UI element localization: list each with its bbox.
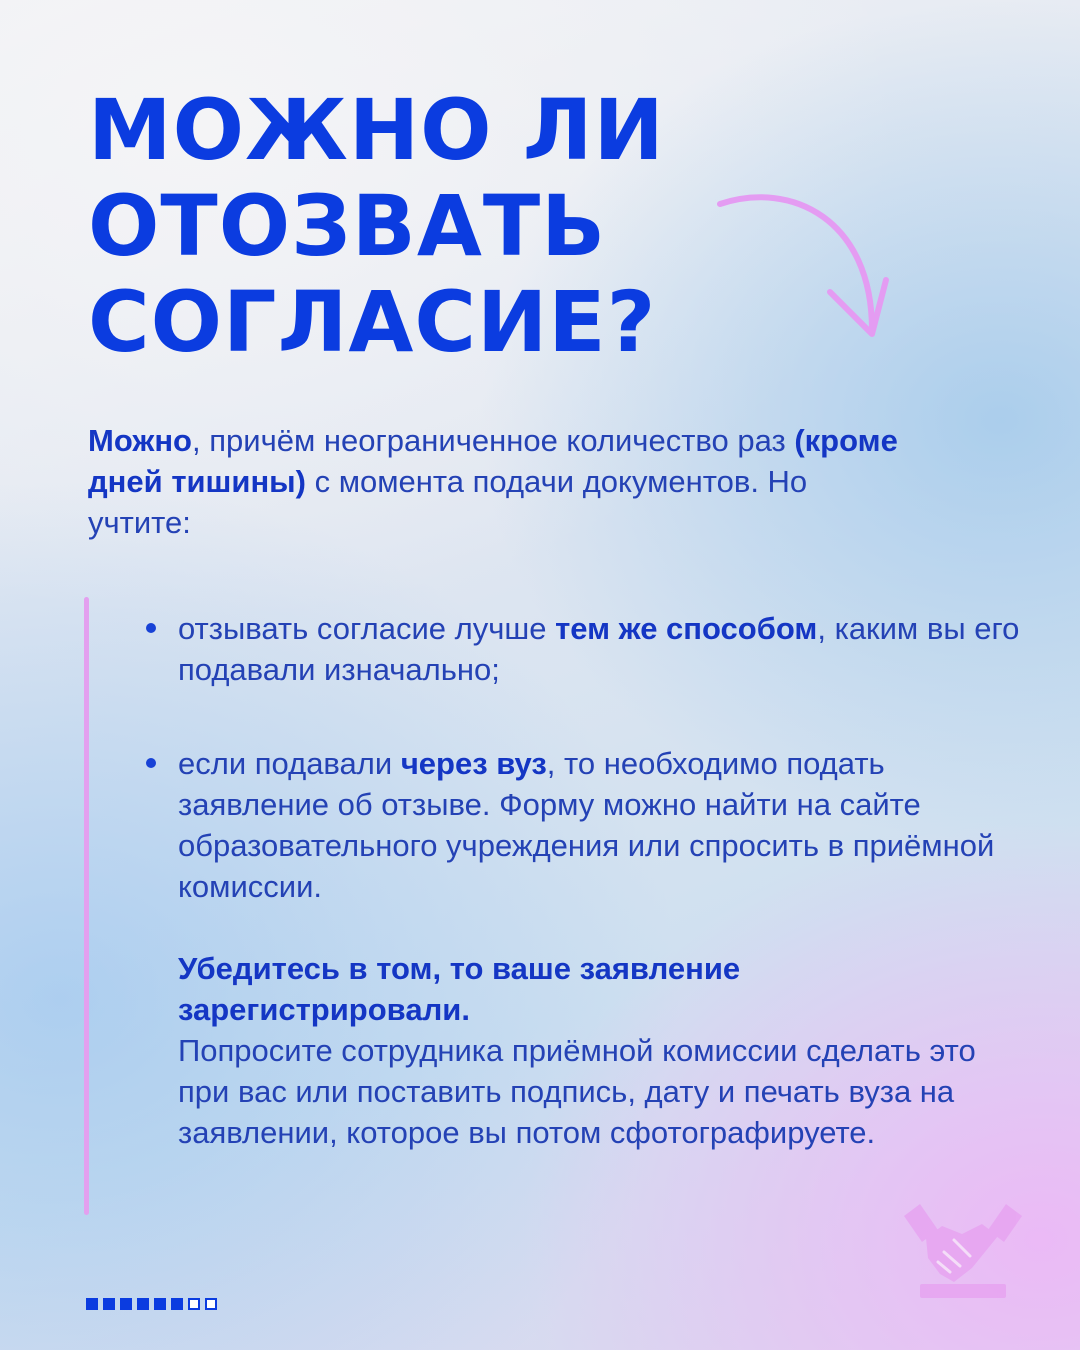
progress-square xyxy=(205,1298,217,1310)
item2-bold: через вуз xyxy=(400,746,547,781)
progress-square xyxy=(188,1298,200,1310)
handshake-icon xyxy=(898,1196,1028,1304)
note-text: Попросите сотрудника приёмной комиссии сделать это при вас или поставить подпись, дату и печать вуза на заявлении, которое вы потом сфотографируете. xyxy=(178,1033,976,1150)
item2-text-1: если подавали xyxy=(178,746,401,781)
item1-bold: тем же способом xyxy=(555,611,818,646)
title-line-3: СОГЛАСИЕ? xyxy=(88,273,657,371)
registration-note xyxy=(178,948,1022,1153)
progress-square xyxy=(120,1298,132,1310)
item1-text-1: отзывать согласие лучше xyxy=(178,611,556,646)
curved-arrow-icon xyxy=(712,180,902,350)
intro-paragraph xyxy=(88,420,918,543)
item2-text-2: , то необходимо подать заявление об отзыве. Форму можно найти на сайте образовательного учреждения или спросить в приёмной комиссии. xyxy=(178,746,995,904)
accent-vertical-line xyxy=(84,597,89,1215)
intro-text-1: , причём неограниченное количество раз xyxy=(192,423,795,458)
title-line-1: МОЖНО ЛИ xyxy=(88,81,665,179)
progress-square xyxy=(171,1298,183,1310)
slide-progress-indicator xyxy=(86,1298,217,1310)
note-bold: Убедитесь в том, то ваше заявление зарегистрировали. xyxy=(178,951,741,1027)
list-item-via-university xyxy=(142,743,1022,1153)
intro-bold-exception: (кроме дней тишины) xyxy=(88,423,898,499)
intro-text-2: с момента подачи документов. Но учтите: xyxy=(88,464,808,540)
list-item-same-method xyxy=(142,608,1022,690)
progress-square xyxy=(103,1298,115,1310)
progress-square xyxy=(86,1298,98,1310)
page-title xyxy=(88,82,665,370)
progress-square xyxy=(137,1298,149,1310)
item1-text-2: , каким вы его подавали изначально; xyxy=(178,611,1020,687)
title-line-2: ОТОЗВАТЬ xyxy=(88,177,607,275)
progress-square xyxy=(154,1298,166,1310)
bullet-dot xyxy=(146,623,156,633)
conditions-list xyxy=(142,608,1022,1153)
intro-bold-answer: Можно xyxy=(88,423,192,458)
bullet-dot xyxy=(146,758,156,768)
